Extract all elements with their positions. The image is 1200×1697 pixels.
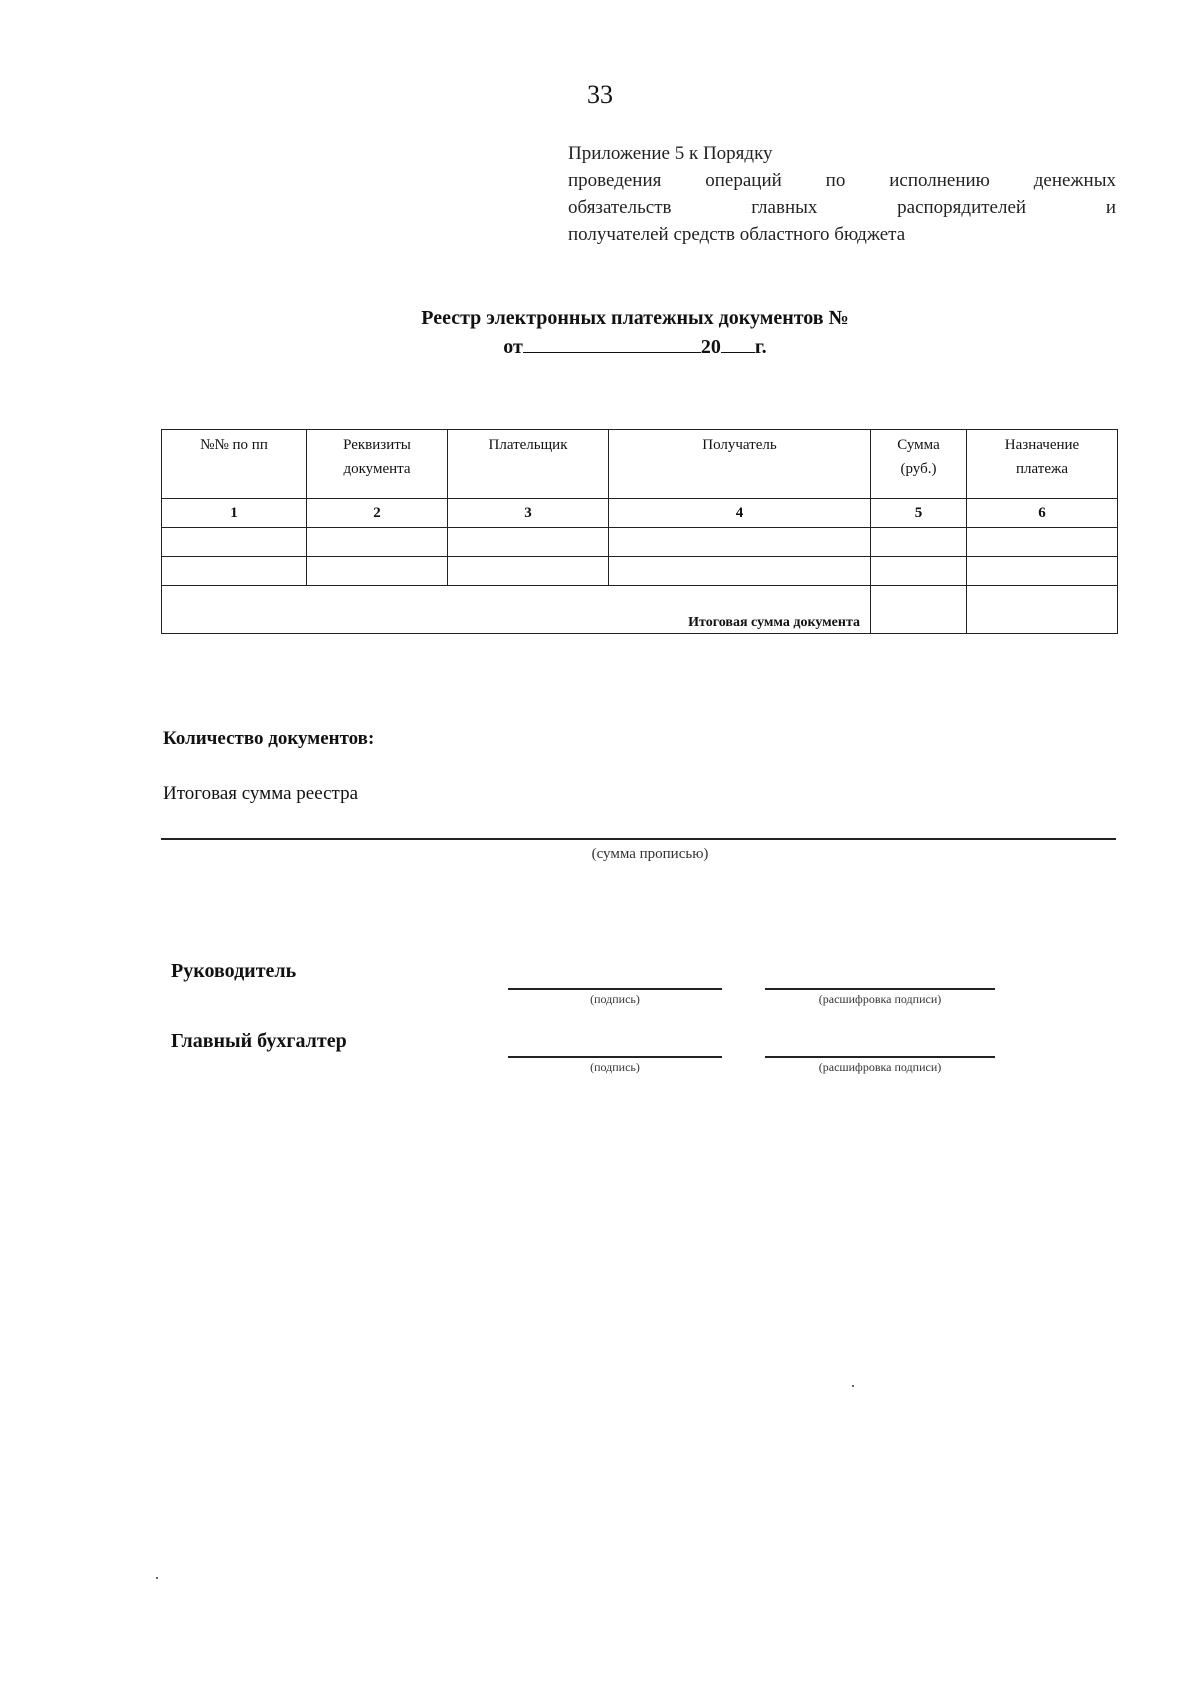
registry-table [161, 429, 1118, 634]
column-number: 5 [871, 499, 967, 528]
scan-speck [852, 1385, 854, 1387]
year-prefix: 20 [700, 336, 721, 358]
document-total-empty-cell [967, 586, 1118, 634]
appendix-header [568, 140, 1116, 248]
appendix-line-4: получателей средств областного бюджета [568, 224, 906, 245]
date-prefix: от [503, 336, 523, 358]
appendix-line-2: проведения операций по исполнению денежных [568, 170, 1116, 191]
head-signature-line [508, 988, 722, 990]
documents-count-label: Количество документов: [163, 728, 375, 749]
table-cell [871, 528, 967, 557]
document-total-amount-cell [871, 586, 967, 634]
header-amount: Сумма (руб.) [871, 430, 967, 499]
head-transcript-caption: (расшифровка подписи) [818, 992, 942, 1006]
table-cell [448, 528, 609, 557]
page-number: 33 [587, 80, 613, 109]
table-row [162, 557, 1118, 586]
column-number: 3 [448, 499, 609, 528]
amount-in-words-line [161, 838, 1116, 840]
amount-in-words-caption: (сумма прописью) [591, 846, 709, 862]
chief-accountant-label: Главный бухгалтер [171, 1030, 347, 1052]
table-cell [162, 528, 307, 557]
header-recipient: Получатель [609, 430, 871, 499]
appendix-line-1: Приложение 5 к Порядку [568, 143, 773, 164]
column-number-row [162, 499, 1118, 528]
header-payer: Плательщик [448, 430, 609, 499]
table-cell [967, 528, 1118, 557]
chief-accountant-transcript-line [765, 1056, 995, 1058]
document-title: Реестр электронных платежных документов № [421, 307, 849, 329]
table-cell [448, 557, 609, 586]
date-blank [523, 337, 701, 353]
year-suffix: г. [754, 336, 767, 358]
column-number: 4 [609, 499, 871, 528]
table-cell [307, 557, 448, 586]
table-row [162, 528, 1118, 557]
chief-accountant-signature-line [508, 1056, 722, 1058]
column-number: 1 [162, 499, 307, 528]
chief-accountant-transcript-caption: (расшифровка подписи) [818, 1060, 942, 1074]
table-cell [609, 528, 871, 557]
table-cell [307, 528, 448, 557]
year-blank [721, 337, 755, 353]
column-number: 2 [307, 499, 448, 528]
document-date-line [0, 336, 1200, 359]
table-cell [967, 557, 1118, 586]
table-cell [162, 557, 307, 586]
head-transcript-line [765, 988, 995, 990]
document-total-label: Итоговая сумма документа [162, 586, 871, 634]
chief-accountant-signature-caption: (подпись) [590, 1060, 640, 1074]
scan-speck [156, 1577, 158, 1579]
header-purpose: Назначение платежа [967, 430, 1118, 499]
head-label: Руководитель [171, 960, 297, 982]
header-requisites: Реквизиты документа [307, 430, 448, 499]
head-signature-caption: (подпись) [590, 992, 640, 1006]
table-cell [871, 557, 967, 586]
table-total-row [162, 586, 1118, 634]
table-cell [609, 557, 871, 586]
registry-total-label: Итоговая сумма реестра [163, 783, 359, 804]
table-header-row [162, 430, 1118, 499]
header-number: №№ по пп [162, 430, 307, 499]
column-number: 6 [967, 499, 1118, 528]
appendix-line-3: обязательств главных распорядителей и [568, 197, 1116, 218]
